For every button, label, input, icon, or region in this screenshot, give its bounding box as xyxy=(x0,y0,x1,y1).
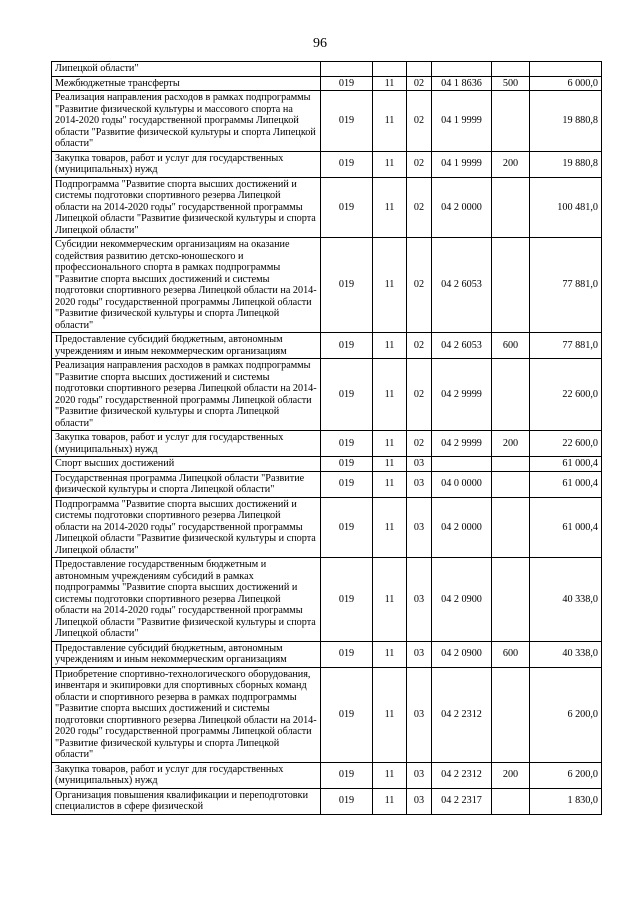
subsection-code: 03 xyxy=(407,667,432,762)
expense-type-code xyxy=(492,177,530,238)
subsection-code: 03 xyxy=(407,558,432,642)
expense-type-code: 600 xyxy=(492,333,530,359)
admin-code: 019 xyxy=(321,151,373,177)
expense-type-code xyxy=(492,62,530,77)
table-row xyxy=(52,788,602,814)
section-code: 11 xyxy=(373,76,407,91)
subsection-code: 03 xyxy=(407,457,432,472)
expense-type-code xyxy=(492,457,530,472)
table-row xyxy=(52,359,602,431)
amount xyxy=(530,62,602,77)
section-code: 11 xyxy=(373,238,407,333)
subsection-code xyxy=(407,62,432,77)
expense-type-code xyxy=(492,788,530,814)
expense-item-name: Реализация направления расходов в рамках подпрограммы "Развитие физической культуры и массового спорта на 2014-2020 годы" государственной программы Липецкой области "Развитие физической культуры и спорта Липецкой области" xyxy=(52,91,321,152)
subsection-code: 02 xyxy=(407,91,432,152)
admin-code: 019 xyxy=(321,457,373,472)
section-code: 11 xyxy=(373,177,407,238)
table-row xyxy=(52,431,602,457)
expense-type-code xyxy=(492,558,530,642)
subsection-code: 03 xyxy=(407,641,432,667)
admin-code: 019 xyxy=(321,333,373,359)
target-article-code: 04 2 0000 xyxy=(432,497,492,558)
expense-item-name: Предоставление субсидий бюджетным, автономным учреждениям и иным некоммерческим организациям xyxy=(52,641,321,667)
expense-type-code xyxy=(492,497,530,558)
amount: 61 000,4 xyxy=(530,471,602,497)
amount: 6 000,0 xyxy=(530,76,602,91)
expense-item-name: Реализация направления расходов в рамках подпрограммы "Развитие спорта высших достижений и системы подготовки спортивного резерва Липецкой области на 2014-2020 годы" государственной программы Липецкой области "Развитие физической культуры и спорта Липецкой области" xyxy=(52,359,321,431)
admin-code: 019 xyxy=(321,359,373,431)
expense-item-name: Закупка товаров, работ и услуг для государственных (муниципальных) нужд xyxy=(52,431,321,457)
subsection-code: 02 xyxy=(407,76,432,91)
admin-code: 019 xyxy=(321,641,373,667)
expense-item-name: Закупка товаров, работ и услуг для государственных (муниципальных) нужд xyxy=(52,151,321,177)
amount: 6 200,0 xyxy=(530,762,602,788)
admin-code: 019 xyxy=(321,497,373,558)
section-code: 11 xyxy=(373,667,407,762)
table-row xyxy=(52,762,602,788)
admin-code: 019 xyxy=(321,788,373,814)
amount: 22 600,0 xyxy=(530,431,602,457)
admin-code: 019 xyxy=(321,177,373,238)
expense-item-name: Субсидии некоммерческим организациям на оказание содействия развитию детско-юношеского и профессионального спорта в рамках подпрограммы "Развитие спорта высших достижений и системы подготовки спортивного резерва Липецкой области на 2014-2020 годы" государственной программы Липецкой области "Развитие физической культуры и спорта Липецкой области" xyxy=(52,238,321,333)
amount: 61 000,4 xyxy=(530,497,602,558)
expense-item-name: Предоставление субсидий бюджетным, автономным учреждениям и иным некоммерческим организациям xyxy=(52,333,321,359)
expense-type-code xyxy=(492,471,530,497)
table-row xyxy=(52,471,602,497)
amount: 6 200,0 xyxy=(530,667,602,762)
expense-item-name: Подпрограмма "Развитие спорта высших достижений и системы подготовки спортивного резерва Липецкой области на 2014-2020 годы" государственной программы Липецкой области "Развитие физической культуры и спорта Липецкой области" xyxy=(52,177,321,238)
subsection-code: 03 xyxy=(407,471,432,497)
target-article-code: 04 2 0900 xyxy=(432,641,492,667)
table-row xyxy=(52,497,602,558)
section-code: 11 xyxy=(373,151,407,177)
target-article-code: 04 2 9999 xyxy=(432,359,492,431)
admin-code: 019 xyxy=(321,91,373,152)
expense-type-code: 200 xyxy=(492,151,530,177)
section-code: 11 xyxy=(373,333,407,359)
expense-item-name: Межбюджетные трансферты xyxy=(52,76,321,91)
target-article-code: 04 2 9999 xyxy=(432,431,492,457)
table-row xyxy=(52,457,602,472)
subsection-code: 02 xyxy=(407,238,432,333)
expense-item-name: Подпрограмма "Развитие спорта высших достижений и системы подготовки спортивного резерва Липецкой области на 2014-2020 годы" государственной программы Липецкой области "Развитие физической культуры и спорта Липецкой области" xyxy=(52,497,321,558)
expense-type-code xyxy=(492,359,530,431)
expense-item-name: Предоставление государственным бюджетным и автономным учреждениям субсидий в рамках подпрограммы "Развитие спорта высших достижений и системы подготовки спортивного резерва Липецкой области на 2014-2020 годы" государственной программы Липецкой области "Развитие физической культуры и спорта Липецкой области" xyxy=(52,558,321,642)
subsection-code: 03 xyxy=(407,762,432,788)
expense-item-name: Государственная программа Липецкой области "Развитие физической культуры и спорта Липецкой области" xyxy=(52,471,321,497)
target-article-code: 04 1 9999 xyxy=(432,91,492,152)
subsection-code: 02 xyxy=(407,177,432,238)
target-article-code xyxy=(432,62,492,77)
amount: 1 830,0 xyxy=(530,788,602,814)
target-article-code: 04 2 0900 xyxy=(432,558,492,642)
section-code: 11 xyxy=(373,91,407,152)
target-article-code: 04 1 8636 xyxy=(432,76,492,91)
target-article-code xyxy=(432,457,492,472)
expense-type-code xyxy=(492,667,530,762)
target-article-code: 04 2 6053 xyxy=(432,333,492,359)
admin-code: 019 xyxy=(321,762,373,788)
target-article-code: 04 2 2312 xyxy=(432,762,492,788)
table-row xyxy=(52,667,602,762)
amount: 19 880,8 xyxy=(530,151,602,177)
table-row xyxy=(52,76,602,91)
subsection-code: 02 xyxy=(407,151,432,177)
expense-type-code: 500 xyxy=(492,76,530,91)
table-row xyxy=(52,91,602,152)
table-row xyxy=(52,62,602,77)
amount: 77 881,0 xyxy=(530,238,602,333)
expense-type-code: 200 xyxy=(492,762,530,788)
admin-code: 019 xyxy=(321,76,373,91)
section-code xyxy=(373,62,407,77)
admin-code: 019 xyxy=(321,238,373,333)
target-article-code: 04 2 2312 xyxy=(432,667,492,762)
table-row xyxy=(52,333,602,359)
amount: 61 000,4 xyxy=(530,457,602,472)
subsection-code: 02 xyxy=(407,431,432,457)
table-row xyxy=(52,641,602,667)
section-code: 11 xyxy=(373,431,407,457)
expense-type-code xyxy=(492,238,530,333)
expense-type-code: 600 xyxy=(492,641,530,667)
admin-code xyxy=(321,62,373,77)
section-code: 11 xyxy=(373,471,407,497)
section-code: 11 xyxy=(373,788,407,814)
admin-code: 019 xyxy=(321,431,373,457)
target-article-code: 04 0 0000 xyxy=(432,471,492,497)
amount: 40 338,0 xyxy=(530,558,602,642)
expense-item-name: Организация повышения квалификации и переподготовки специалистов в сфере физической xyxy=(52,788,321,814)
expense-type-code xyxy=(492,91,530,152)
subsection-code: 03 xyxy=(407,497,432,558)
amount: 100 481,0 xyxy=(530,177,602,238)
amount: 40 338,0 xyxy=(530,641,602,667)
expense-item-name: Приобретение спортивно-технологического оборудования, инвентаря и экипировки для спортивных сборных команд области и спортивного резерва в рамках подпрограммы "Развитие спорта высших достижений и системы подготовки спортивного резерва Липецкой области на 2014-2020 годы" государственной программы Липецкой области "Развитие физической культуры и спорта Липецкой области" xyxy=(52,667,321,762)
section-code: 11 xyxy=(373,558,407,642)
table-row xyxy=(52,151,602,177)
target-article-code: 04 2 0000 xyxy=(432,177,492,238)
table-row xyxy=(52,238,602,333)
expense-item-name: Закупка товаров, работ и услуг для государственных (муниципальных) нужд xyxy=(52,762,321,788)
budget-table-body xyxy=(52,62,602,815)
budget-table xyxy=(51,61,602,815)
section-code: 11 xyxy=(373,762,407,788)
target-article-code: 04 2 2317 xyxy=(432,788,492,814)
section-code: 11 xyxy=(373,457,407,472)
section-code: 11 xyxy=(373,641,407,667)
amount: 19 880,8 xyxy=(530,91,602,152)
target-article-code: 04 1 9999 xyxy=(432,151,492,177)
section-code: 11 xyxy=(373,497,407,558)
admin-code: 019 xyxy=(321,558,373,642)
table-row xyxy=(52,177,602,238)
expense-item-name: Липецкой области" xyxy=(52,62,321,77)
section-code: 11 xyxy=(373,359,407,431)
subsection-code: 02 xyxy=(407,333,432,359)
admin-code: 019 xyxy=(321,667,373,762)
expense-type-code: 200 xyxy=(492,431,530,457)
page-number: 96 xyxy=(313,36,327,51)
amount: 22 600,0 xyxy=(530,359,602,431)
subsection-code: 03 xyxy=(407,788,432,814)
target-article-code: 04 2 6053 xyxy=(432,238,492,333)
amount: 77 881,0 xyxy=(530,333,602,359)
expense-item-name: Спорт высших достижений xyxy=(52,457,321,472)
admin-code: 019 xyxy=(321,471,373,497)
table-row xyxy=(52,558,602,642)
subsection-code: 02 xyxy=(407,359,432,431)
